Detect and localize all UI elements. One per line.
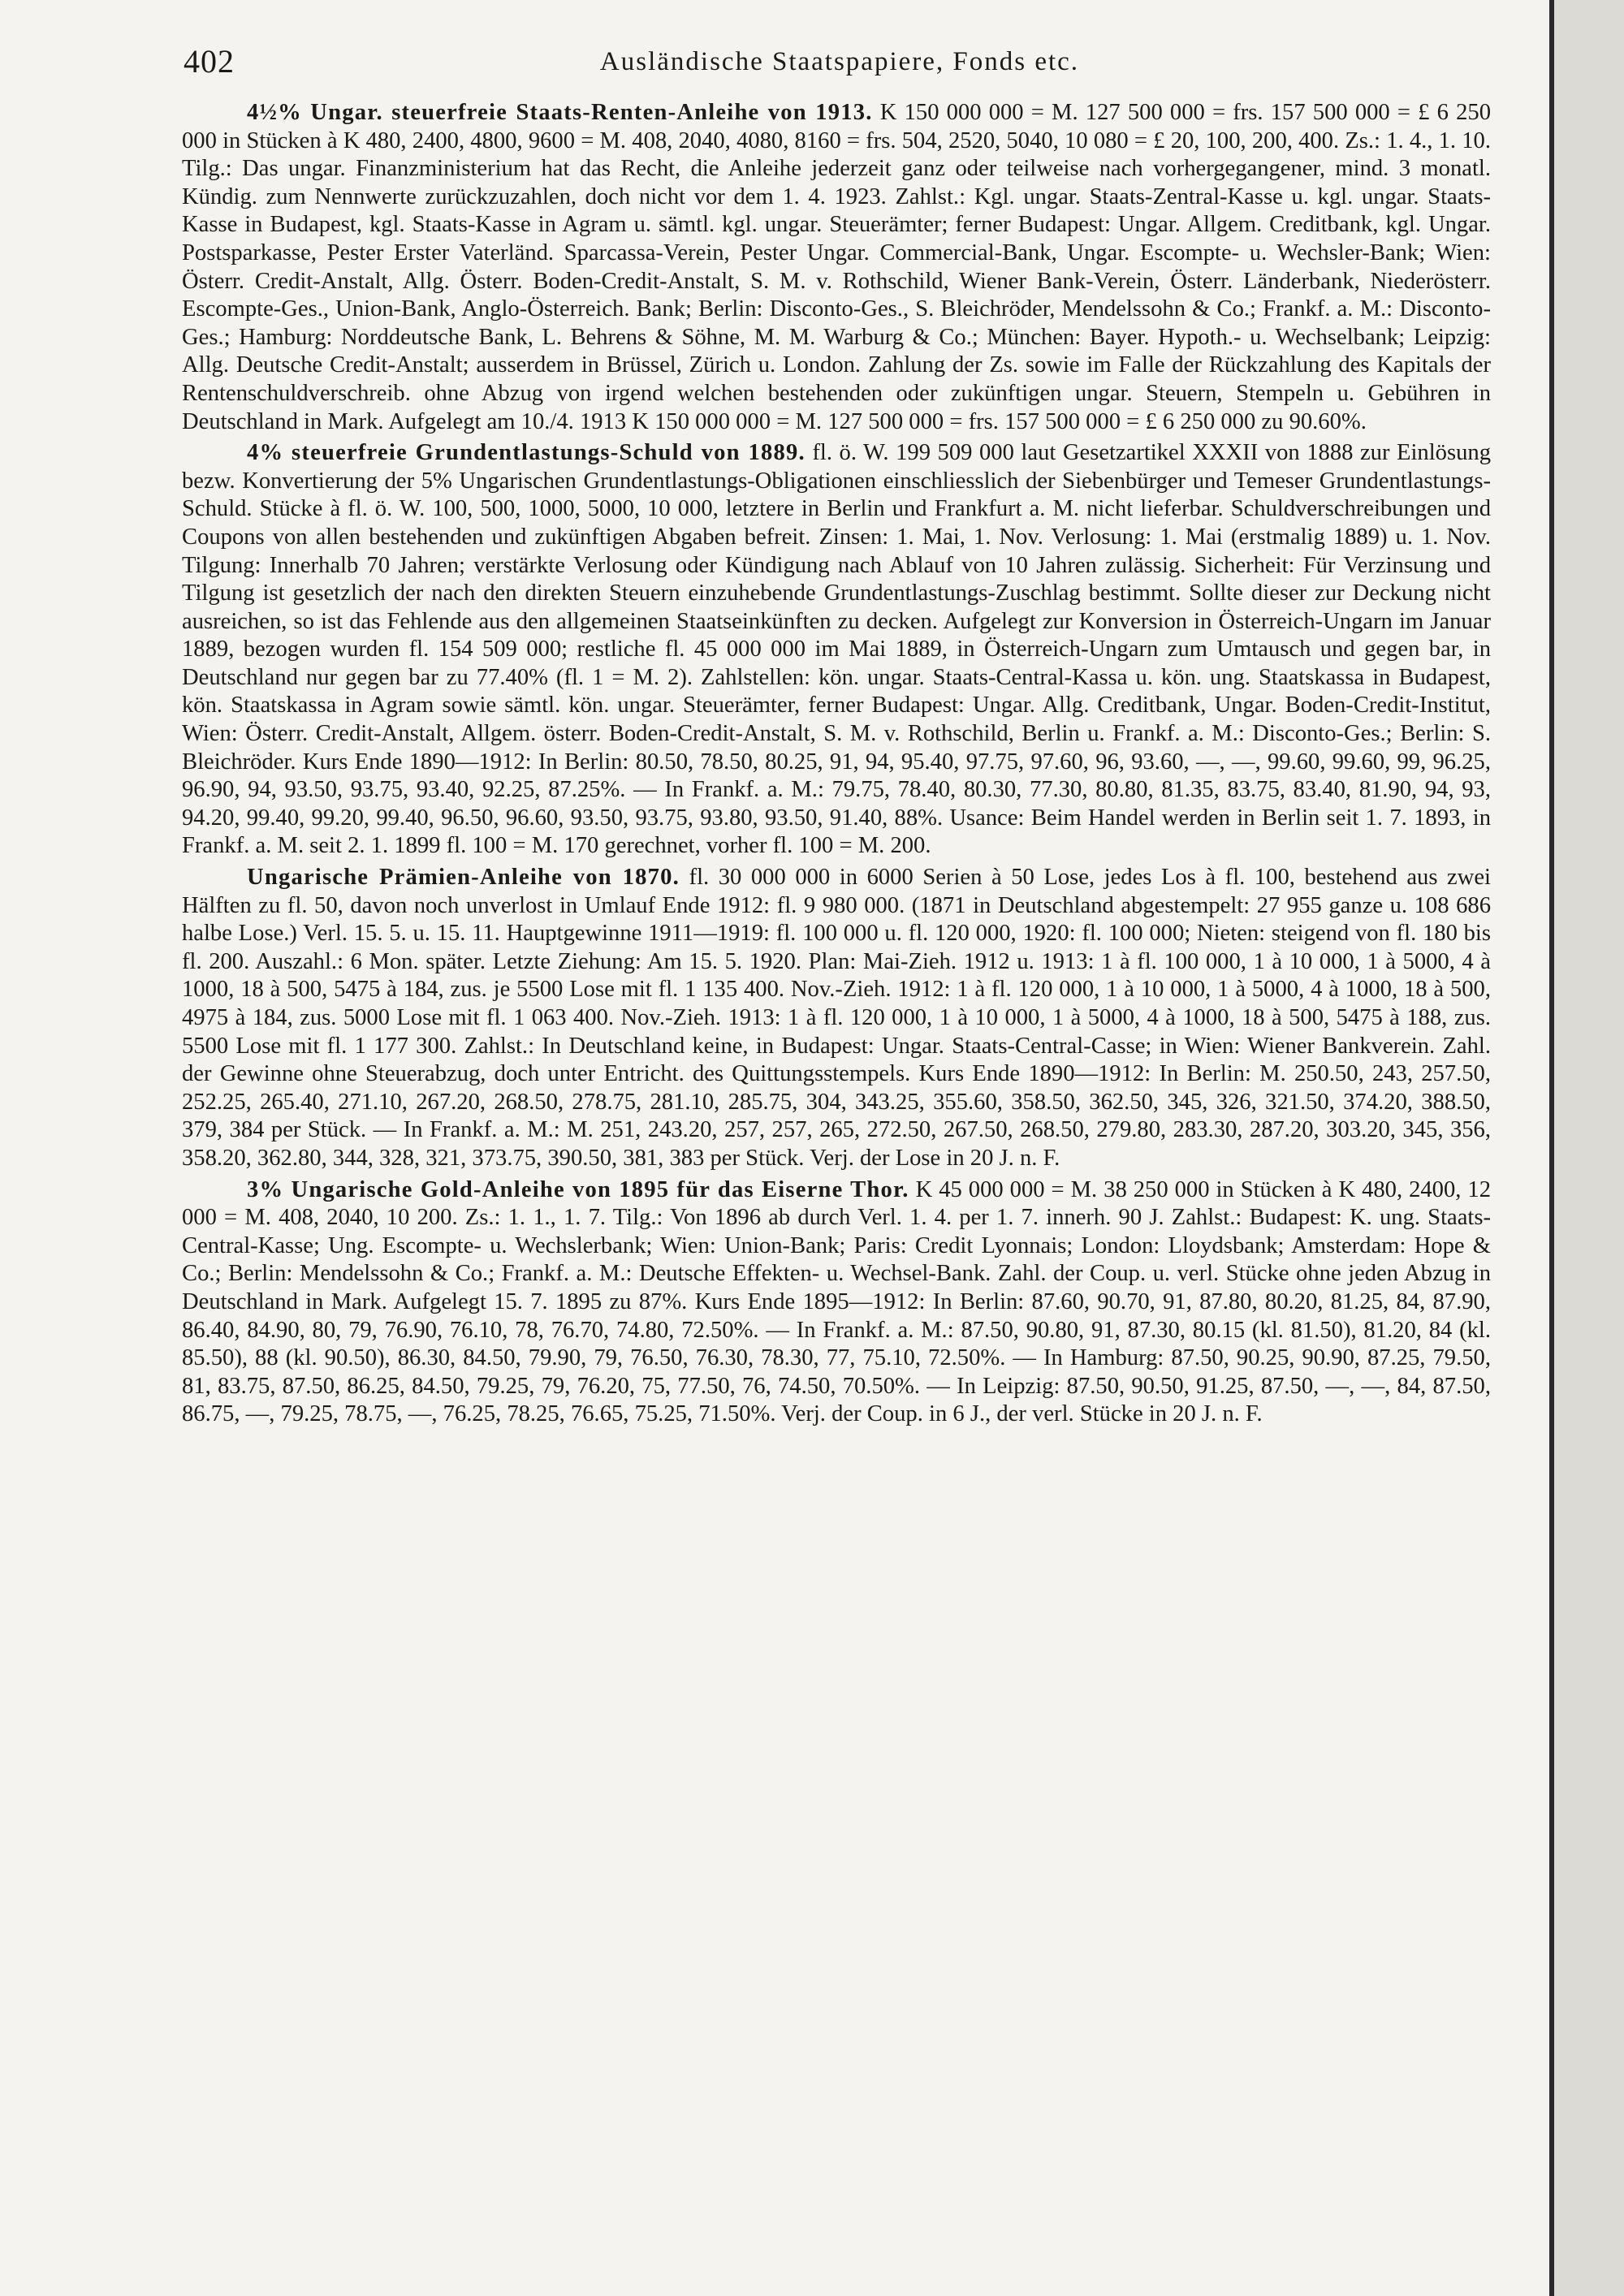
entry-text: K 45 000 000 = M. 38 250 000 in Stücken à K 480, 2400, 12 000 = M. 408, 2040, 10 200. Zs.: 1. 1., 1. 7. Tilg.: Von 1896 ab durch Verl. 1. 4. per 1. 7. innerh. 90 J. Zahlst.: Budapest: K. ung. Staats-Central-Kasse; Ung. Escompte- u. Wechslerbank; Wien: Union-Bank; Paris: Credit Lyonnais; London: Lloydsbank; Amsterdam: Hope & Co.; Berlin: Mendelssohn & Co.; Frankf. a. M.: Deutsche Effekten- u. Wechsel-Bank. Zahl. der Coup. u. verl. Stücke ohne jeden Abzug in Deutschland in Mark. Aufgelegt 15. 7. 1895 zu 87%. Kurs Ende 1895—1912: In Berlin: 87.60, 90.70, 91, 87.80, 80.20, 81.25, 84, 87.90, 86.40, 84.90, 80, 79, 76.90, 76.10, 78, 76.70, 74.80, 72.50%. — In Frankf. a. M.: 87.50, 90.80, 91, 87.30, 80.15 (kl. 81.50), 81.20, 84 (kl. 85.50), 88 (kl. 90.50), 86.30, 84.50, 79.90, 79, 76.50, 76.30, 78.30, 77, 75.10, 72.50%. — In Hamburg: 87.50, 90.25, 90.90, 87.25, 79.50, 81, 83.75, 87.50, 86.25, 84.50, 79.25, 79, 76.20, 75, 77.50, 76, 74.50, 70.50%. — In Leipzig: 87.50, 90.50, 91.25, 87.50, —, —, 84, 87.50, 86.75, —, 79.25, 78.75, —, 76.25, 78.25, 76.65, 75.25, 71.50%. Verj. der Coup. in 6 J., der verl. Stücke in 20 J. n. F. <box>182 1176 1491 1427</box>
entry-title: 4% steuerfreie Grundentlastungs-Schuld von 1889. <box>247 440 806 466</box>
entry-text: K 150 000 000 = M. 127 500 000 = frs. 157 500 000 = £ 6 250 000 in Stücken à K 480, 2400, 4800, 9600 = M. 408, 2040, 4080, 8160 = frs. 504, 2520, 5040, 10 080 = £ 20, 100, 200, 400. Zs.: 1. 4., 1. 10. Tilg.: Das ungar. Finanzministerium hat das Recht, die Anleihe jederzeit ganz oder teilweise nach vorhergegangener, mind. 3 monatl. Kündig. zum Nennwerte zurückzuzahlen, doch nicht vor dem 1. 4. 1923. Zahlst.: Kgl. ungar. Staats-Zentral-Kasse u. kgl. ungar. Staats-Kasse in Budapest, kgl. Staats-Kasse in Agram u. sämtl. kgl. ungar. Steuerämter; ferner Budapest: Ungar. Allgem. Creditbank, kgl. Ungar. Postsparkasse, Pester Erster Vaterländ. Sparcassa-Verein, Pester Ungar. Commercial-Bank, Ungar. Escompte- u. Wechsler-Bank; Wien: Österr. Credit-Anstalt, Allg. Österr. Boden-Credit-Anstalt, S. M. v. Rothschild, Wiener Bank-Verein, Österr. Länderbank, Niederösterr. Escompte-Ges., Union-Bank, Anglo-Österreich. Bank; Berlin: Disconto-Ges., S. Bleichröder, Mendelssohn & Co.; Frankf. a. M.: Disconto-Ges.; Hamburg: Norddeutsche Bank, L. Behrens & Söhne, M. M. Warburg & Co.; München: Bayer. Hypoth.- u. Wechselbank; Leipzig: Allg. Deutsche Credit-Anstalt; ausserdem in Brüssel, Zürich u. London. Zahlung der Zs. sowie im Falle der Rückzahlung des Kapitals der Rentenschuldverschreib. ohne Abzug von irgend welchen bestehenden oder zukünftigen ungar. Steuern, Stempeln u. Gebühren in Deutschland in Mark. Aufgelegt am 10./4. 1913 K 150 000 000 = M. 127 500 000 = frs. 157 500 000 = £ 6 250 000 zu 90.60%. <box>182 100 1492 434</box>
adjacent-page-edge <box>1549 0 1624 2296</box>
running-title: Ausländische Staatspapiere, Fonds etc. <box>599 47 1080 76</box>
entry-praemien-anleihe-1870 <box>182 864 1491 1173</box>
entry-title: 4½% Ungar. steuerfreie Staats-Renten-Anleihe von 1913. <box>247 100 873 125</box>
page-body <box>182 99 1491 1432</box>
entry-title: 3% Ungarische Gold-Anleihe von 1895 für das Eiserne Thor. <box>247 1176 909 1202</box>
entry-gold-anleihe-1895 <box>182 1176 1491 1429</box>
entry-grundentlastungs-schuld-1889 <box>182 439 1491 861</box>
entry-text: fl. 30 000 000 in 6000 Serien à 50 Lose, jedes Los à fl. 100, bestehend aus zwei Hälften zu fl. 50, davon noch unverlost in Umlauf Ende 1912: fl. 9 980 000. (1871 in Deutschland abgestempelt: 27 955 ganze u. 108 686 halbe Lose.) Verl. 15. 5. u. 15. 11. Hauptgewinne 1911—1919: fl. 100 000 u. fl. 120 000, 1920: fl. 100 000; Nieten: steigend von fl. 180 bis fl. 200. Auszahl.: 6 Mon. später. Letzte Ziehung: Am 15. 5. 1920. Plan: Mai-Zieh. 1912 u. 1913: 1 à fl. 100 000, 1 à 10 000, 1 à 5000, 4 à 1000, 18 à 500, 5475 à 184, zus. je 5500 Lose mit fl. 1 135 400. Nov.-Zieh. 1912: 1 à fl. 120 000, 1 à 10 000, 1 à 5000, 4 à 1000, 18 à 500, 4975 à 184, zus. 5000 Lose mit fl. 1 063 400. Nov.-Zieh. 1913: 1 à fl. 120 000, 1 à 10 000, 1 à 5000, 4 à 1000, 18 à 500, 5475 à 188, zus. 5500 Lose mit fl. 1 177 300. Zahlst.: In Deutschland keine, in Budapest: Ungar. Staats-Central-Casse; in Wien: Wiener Bankverein. Zahl. der Gewinne ohne Steuerabzug, doch unter Entricht. des Quittungsstempels. Kurs Ende 1890—1912: In Berlin: M. 250.50, 243, 257.50, 252.25, 265.40, 271.10, 267.20, 268.50, 278.75, 281.10, 285.75, 304, 343.25, 355.60, 358.50, 362.50, 345, 326, 321.50, 374.20, 388.50, 379, 384 per Stück. — In Frankf. a. M.: M. 251, 243.20, 257, 257, 265, 272.50, 267.50, 268.50, 279.80, 283.30, 287.20, 303.20, 345, 356, 358.20, 362.80, 344, 328, 321, 373.75, 390.50, 381, 383 per Stück. Verj. der Lose in 20 J. n. F. <box>182 865 1491 1171</box>
page-header <box>184 42 1496 91</box>
page-number: 402 <box>184 43 235 80</box>
entry-title: Ungarische Prämien-Anleihe von 1870. <box>247 865 680 891</box>
entry-text: fl. ö. W. 199 509 000 laut Gesetzartikel XXXII von 1888 zur Einlösung bezw. Konvertierung der 5% Ungarischen Grundentlastungs-Obligationen einschliesslich der Siebenbürger und Temeser Grundentlastungs-Schuld. Stücke à fl. ö. W. 100, 500, 1000, 5000, 10 000, letztere in Berlin und Frankfurt a. M. nicht lieferbar. Schuldverschreibungen und Coupons von allen bestehenden und zukünftigen Abgaben befreit. Zinsen: 1. Mai, 1. Nov. Verlosung: 1. Mai (erstmalig 1889) u. 1. Nov. Tilgung: Innerhalb 70 Jahren; verstärkte Verlosung oder Kündigung nach Ablauf von 10 Jahren zulässig. Sicherheit: Für Verzinsung und Tilgung ist gesetzlich der nach den direkten Steuern einzuhebende Grundentlastungs-Zuschlag bestimmt. Sollte dieser zur Deckung nicht ausreichen, so ist das Fehlende aus den allgemeinen Staatseinkünften zu decken. Aufgelegt zur Konversion in Österreich-Ungarn im Januar 1889, bezogen wurden fl. 154 509 000; restliche fl. 45 000 000 im Mai 1889, in Österreich-Ungarn zum Umtausch und gegen bar, in Deutschland nur gegen bar zu 77.40% (fl. 1 = M. 2). Zahlstellen: kön. ungar. Staats-Central-Kassa u. kön. ung. Staatskassa in Budapest, kön. Staatskassa in Agram sowie sämtl. kön. ungar. Steuerämter, ferner Budapest: Ungar. Allg. Creditbank, Ungar. Boden-Credit-Institut, Wien: Österr. Credit-Anstalt, Allgem. österr. Boden-Credit-Anstalt, S. M. v. Rothschild, Berlin u. Frankf. a. M.: Disconto-Ges.; Berlin: S. Bleichröder. Kurs Ende 1890—1912: In Berlin: 80.50, 78.50, 80.25, 91, 94, 95.40, 97.75, 97.60, 96, 93.60, —, —, 99.60, 99.60, 99, 96.25, 96.90, 94, 93.50, 93.75, 93.40, 92.25, 87.25%. — In Frankf. a. M.: 79.75, 78.40, 80.30, 77.30, 80.80, 81.35, 83.75, 83.40, 81.90, 94, 93, 94.20, 99.40, 99.20, 99.40, 96.50, 96.60, 93.50, 93.75, 93.80, 93.50, 91.40, 88%. Usance: Beim Handel werden in Berlin seit 1. 7. 1893, in Frankf. a. M. seit 2. 1. 1899 fl. 100 = M. 170 gerechnet, vorher fl. 100 = M. 200. <box>182 440 1491 859</box>
entry-ungar-staats-renten-anleihe-1913 <box>182 99 1491 436</box>
